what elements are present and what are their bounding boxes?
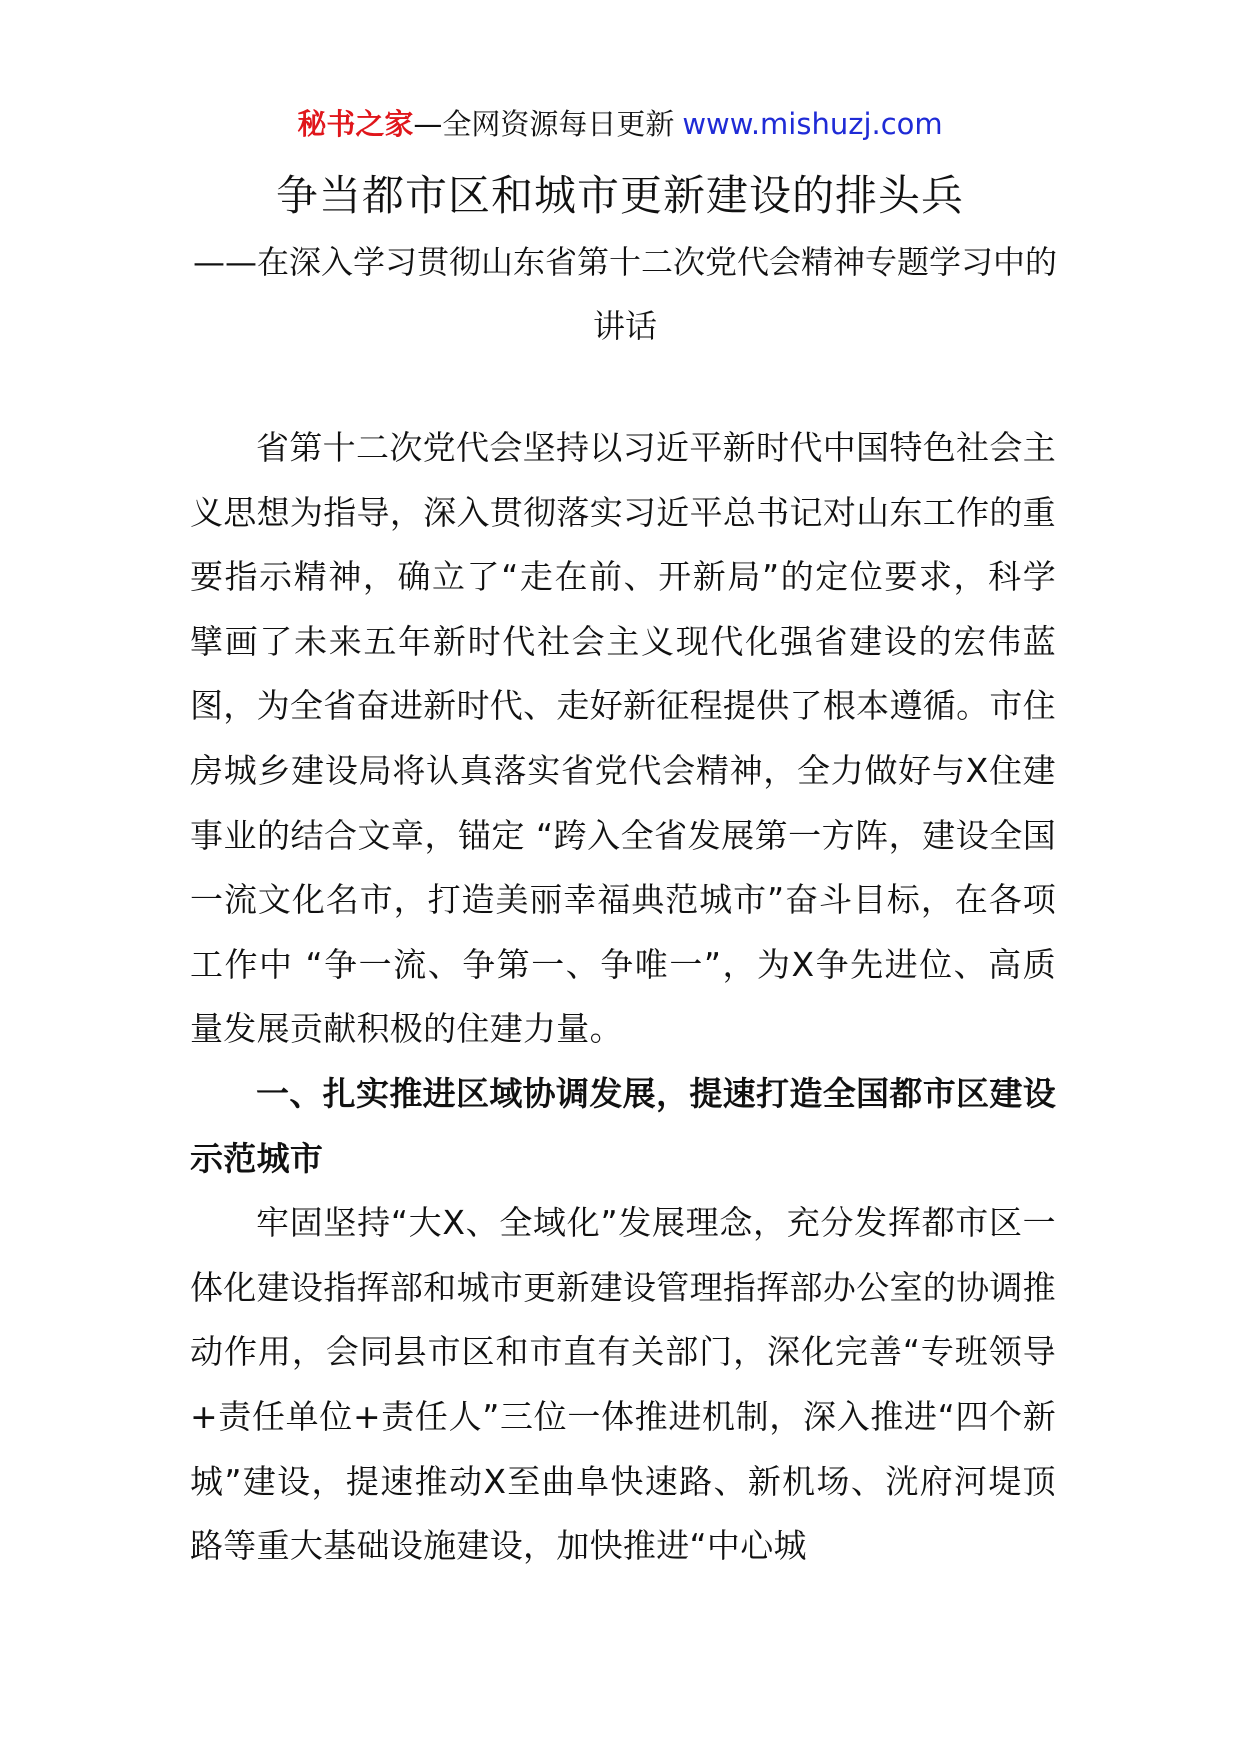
header-tagline: —全网资源每日更新 [413,107,675,141]
document-body [190,416,1056,1579]
body-paragraph: 省第十二次党代会坚持以习近平新时代中国特色社会主义思想为指导，深入贯彻落实习近平总书记对山东工作的重要指示精神，确立了“走在前、开新局”的定位要求，科学擘画了未来五年新时代社会主义现代化强省建设的宏伟蓝图，为全省奋进新时代、走好新征程提供了根本遵循。市住房城乡建设局将认真落实省党代会精神，全力做好与X住建事业的结合文章，锚定 “跨入全省发展第一方阵，建设全国一流文化名市，打造美丽幸福典范城市”奋斗目标，在各项工作中 “争一流、争第一、争唯一”，为X争先进位、高质量发展贡献积极的住建力量。 [190,428,1056,1049]
brand-name: 秘书之家 [297,107,414,141]
site-header [0,104,1240,144]
document-subtitle: ——在深入学习贯彻山东省第十二次党代会精神专题学习中的讲话 [192,243,1057,345]
document-title: 争当都市区和城市更新建设的排头兵 [275,171,964,220]
body-paragraph: 牢固坚持“大X、全域化”发展理念，充分发挥都市区一体化建设指挥部和城市更新建设管理指挥部办公室的协调推动作用，会同县市区和市直有关部门，深化完善“专班领导+责任单位+责任人”三位一体推进机制，深入推进“四个新城”建设，提速推动X至曲阜快速路、新机场、洸府河堤顶路等重大基础设施建设，加快推进“中心城 [190,1203,1056,1566]
website-link[interactable]: www.mishuzj.com [682,107,943,141]
section-heading: 一、扎实推进区域协调发展，提速打造全国都市区建设示范城市 [190,1073,1056,1178]
